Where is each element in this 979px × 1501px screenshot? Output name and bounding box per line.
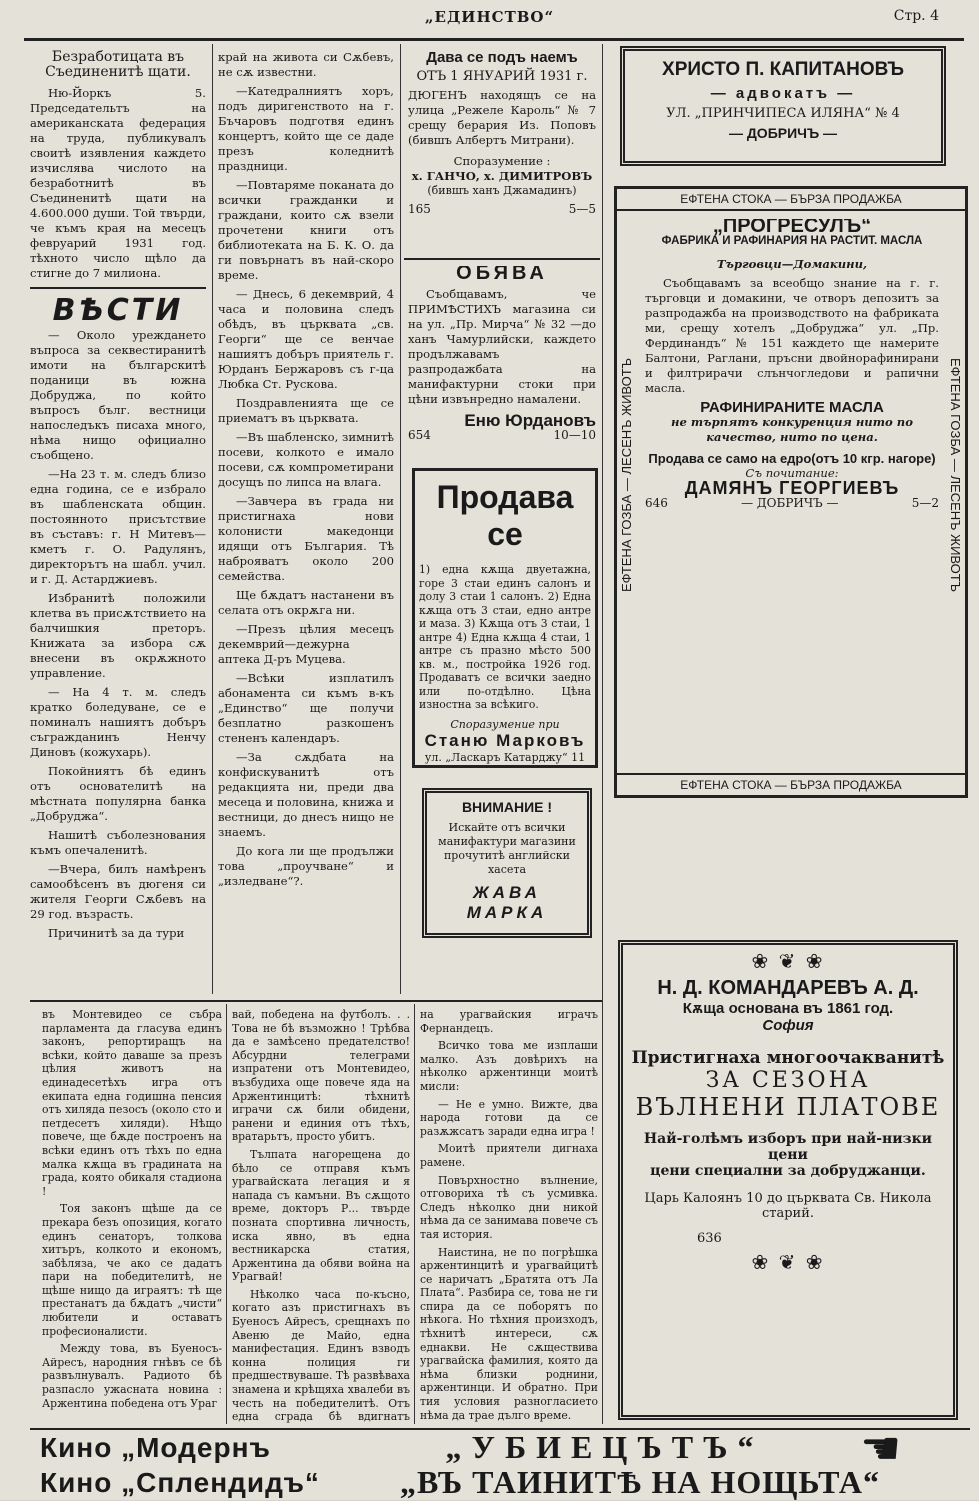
news-item: Покойниятъ бѣ единъ отъ основателитѣ на мѣстната популярна банка „Добруджа“.: [30, 764, 206, 823]
commanderev-line-3: ВЪЛНЕНИ ПЛАТОВЕ: [635, 1093, 941, 1121]
rent-ad-names: х. ГАНЧО, х. ДИМИТРОВЪ: [411, 169, 593, 183]
commanderev-name: Н. Д. КОМАНДАРЕВЪ А. Д.: [657, 977, 919, 999]
news-item: —На 23 т. м. следъ близо една година, се е избрало въ шабленската общин. постоянното присътствие въ съставъ: г. Н Митевъ—кметъ г. О. Радулянъ, директорътъ на шабл. учил. и г. Д. Астарджиевъ.: [30, 467, 206, 586]
header-rule: [24, 38, 964, 41]
article-paragraph: Между това, въ Буеносъ-Айресъ, народния гнѣвъ се бѣ развълнувалъ. Радиото бѣ разпасло ужасната новина : Аржентина победена отъ Ураг: [42, 1342, 222, 1410]
progresul-bottom-banner: ЕФТЕНА СТОКА — БЪРЗА ПРОДАЖБА: [617, 773, 965, 795]
article-paragraph: — Не е умно. Вижте, два народа готови да се разѫжсатъ заради една игра !: [420, 1097, 598, 1138]
article-paragraph: Нѣколко часа по-късно, когато азъ пристигнахъ въ Буеносъ Айресъ, срещнахъ по Авеню де Майо, една манифестация. Единъ взводъ конна полиция ги предшествуваше. Тѣ развѣваха знамена и крѣщяха хвалеби въ честь на победителитѣ. Отъ една сграда бѣ вдигнатъ: [232, 1287, 410, 1423]
news-item: Избранитѣ положили клетва въ присѫтствието на балчишкия преторъ. Книжата за изборa сѫ внесени въ окрѫжното управление.: [30, 591, 206, 680]
for-sale-text: 1) една кѫща двуетажна, горе 3 стаи единъ салонъ и долу 3 стаи 1 салонъ. 2) Една кѫща отъ 3 стаи, едно антре и маза. 3) Кѫща отъ 3 стаи, 1 антре 4) Една кѫща 4 стаи, 1 антре съ празно мѣсто 500 кв. м., постройка 1926 год. Продаватъ се всички заедно или по-отдѣлно. Цѣна изностна за всѣкиго.: [419, 563, 591, 711]
cinema-splendid-film: „ВЪ ТАИНИТѢ НА НОЩЬТА“: [400, 1464, 880, 1500]
commanderev-line-5: цени специални за добруджанци.: [650, 1163, 926, 1179]
progresul-side-left: ЕФТЕНА ГОЗБА — ЛЕСЕНЪ ЖИВОТЪ: [619, 358, 634, 592]
masthead-title: „ЕДИНСТВО“: [424, 8, 555, 26]
for-sale-addr: ул. „Ласкаръ Катарджу“ 11: [424, 750, 586, 764]
notice-signature: Еню Юрдановъ: [464, 411, 596, 430]
attention-ad: [422, 788, 592, 938]
news-item: —Въ шабленско, зимнитѣ посеви, колкото е имало посеви, сѫ компрометирани досущъ по липса на влага.: [218, 430, 394, 489]
news-item: Поздравленията ще се приематъ въ църквата.: [218, 396, 394, 425]
ad-number: 5—2: [911, 496, 939, 510]
article-paragraph: Всичко това ме изплаши малко. Азъ довѣрихъ на нѣколко аржентинци моитѣ мисли:: [420, 1039, 598, 1093]
news-item: —Вчера, билъ намѣренъ самообѣсенъ въ дюгеня си жителя Георги Сѫбевъ на 29 год. възрасть.: [30, 862, 206, 921]
progresul-big: РАФИНИРАНИТЕ МАСЛА: [700, 399, 884, 416]
for-sale-ad: [412, 468, 598, 768]
ad-number: 646: [645, 496, 668, 510]
section-rule: [30, 287, 206, 289]
news-item: Нашитѣ съболезнования къмъ опечаленитѣ.: [30, 828, 206, 857]
ad-number: 165: [408, 202, 431, 216]
news-item: — Около уреждането въпроса за секвестиранитѣ имоти на българскитѣ поданици въ южна Добруджа, по който въпросъ бълг. вестници напоследъкъ писаха много, нѣма нищо официално съобщено.: [30, 328, 206, 462]
for-sale-agree: Споразумение при: [450, 717, 560, 731]
cinema-modern-film: „ У Б И Е Ц Ъ Т Ъ “: [445, 1429, 755, 1465]
column-divider: [226, 1004, 227, 1424]
column-divider: [212, 44, 213, 994]
column-divider: [602, 44, 603, 1424]
column-divider: [414, 1004, 415, 1424]
news-column-2: [218, 50, 394, 995]
news-item: — Днесь, 6 декемврий, 4 часа и половина следъ обѣдъ, въ църквата „св. Георги“ ще се венчае нашиятъ добъръ приятель г. Юрданъ Бержаровъ съ г-ца Любка Ст. Рускова.: [218, 287, 394, 391]
article-paragraph: Моитѣ приятели дигнаха рамене.: [420, 1142, 598, 1169]
brand-line-1: ЖАВА: [473, 883, 541, 902]
column-divider: [400, 44, 401, 994]
cinema-banner: [40, 1420, 970, 1500]
article-paragraph: вай, победена на футболъ. . . Това не бѣ възможно ! Трѣбва да е замѣсено предателство! Абсурдни телеграми изпратени отъ Монтевидео, възбудиха още повече яда на Аржентинцитѣ: тѣхнитѣ играчи сѫ били обидени, ранени и единия отъ тѣхъ, вратарьтъ, просто убитъ.: [232, 1008, 410, 1144]
notice-ad: [408, 266, 596, 456]
lower-section-rule: [30, 1000, 602, 1002]
commanderev-since: Кѫща основана въ 1861 год.: [682, 1000, 894, 1017]
progresul-italic: не търпятъ конкуренция нито по качество, нито по цена.: [671, 415, 913, 444]
progresul-title: „ПРОГРЕСУЛЪ“: [712, 219, 872, 237]
article-paragraph: въ Монтевидео се събра парламента да гласува единъ законъ, репортиращъ на всѣки, който даваше за презъ цѣлия животъ на единадесетѣхъ игра отъ екипата една годишна пенсия отъ хиляда пезосъ (около сто и петдесетъ хиляди). Нѣщо повече, ще бѫде построенъ на всѣки единъ отъ тѣхъ по една малка кѫща въ градината на града, която обикаля стадиона !: [42, 1008, 222, 1198]
progresul-resp: Съ почитание:: [745, 466, 839, 480]
commanderev-line-4: Най-голѣмъ изборъ при най-низки цени: [643, 1131, 933, 1163]
lower-article-col-2: [232, 1008, 410, 1423]
progresul-sub: ФАБРИКА И РАФИНАРИЯ НА РАСТИТ. МАСЛА: [661, 235, 923, 247]
lower-article-col-1: [42, 1008, 222, 1423]
progresul-body: [645, 219, 939, 739]
progresul-sale: Продава се само на едро(отъ 10 кгр. нагоре): [648, 451, 936, 466]
progresul-text: Съобщавамъ за всеобщо знание на г. г. търговци и домакини, че отворъ депозитъ за разпродажба на производството на фабриката ми, срещу хотелъ „Добруджа“ ул. „Пр. Фердинандъ“ № 151 каждето ще намерите Балтони, Раглани, пръсни двойнорафинирани и филтрирачи слънчогледови и рапични масла.: [645, 276, 939, 395]
lawyer-ad: [620, 46, 946, 166]
lawyer-address: УЛ. „ПРИНЧИПЕСА ИЛЯНА“ № 4: [666, 106, 900, 121]
notice-title: ОБЯВА: [456, 266, 548, 284]
ad-number: 10—10: [553, 428, 596, 442]
news-item: —Презъ цѣлия месецъ декемврий—дежурна аптека Д-ръ Муцева.: [218, 622, 394, 666]
headline-unemployment: Безработицата въ Съединенитѣ щати.: [45, 50, 191, 80]
lawyer-role: — адвокатъ —: [710, 85, 856, 102]
rent-ad-former: (бившъ ханъ Джамадинъ): [427, 184, 577, 197]
for-sale-title: Продава се: [436, 479, 574, 552]
attention-title: ВНИМАНИЕ !: [461, 799, 553, 815]
for-sale-addr2: [419, 765, 591, 769]
news-item: Причинитѣ за да тури: [48, 926, 185, 940]
ad-number: 654: [408, 428, 431, 442]
article-paragraph: Тоя законъ щѣше да се прекара безъ опозиция, когато единъ сенаторъ, толкова хитъръ, колкото и економъ, забѣляза, че ако се дадатъ пари на победителитѣ, не щѣше нищо да играятъ: тѣ ще престанатъ да бѫдатъ „чисти“ любители и оставатъ професионалисти.: [42, 1202, 222, 1338]
cinema-splendid-name: Кино „Сплендидъ“: [40, 1466, 320, 1498]
news-item: —За сѫдбата на конфискуванитѣ отъ редакцията ни, преди два месеца и половина, книжа и вестници, до днесъ нищо не знаемъ.: [218, 750, 394, 839]
article-paragraph: Тълпата нагорещена до бѣло се отправя къмъ урагвайската легация и я напада съ камъни. Въ сѫщото време, докторъ Р... твърде позната спортивна личность, иска явно, въ една вестникарска статия, Аржентина да обяви война на Урагвай!: [232, 1147, 410, 1284]
commanderev-line-1: Пристигнаха многоочакванитѣ: [631, 1048, 945, 1068]
commanderev-city: София: [762, 1017, 814, 1034]
news-item: Щe бѫдатъ настанени въ селата отъ окрѫга ни.: [218, 588, 394, 617]
progresul-top-banner: ЕФТЕНА СТОКА — БЪРЗА ПРОДАЖБА: [617, 189, 965, 211]
ad-number: 5—5: [568, 202, 596, 216]
ad-rule: [404, 258, 600, 260]
rent-ad: [408, 50, 596, 245]
news-item: —Повтаряме поканата до всички гражданки и граждани, които сѫ взели прочетени книги отъ библиотеката на Б. К. О. да ги повърнатъ въ най-скоро време.: [218, 178, 394, 282]
progresul-owner: ДАМЯНЪ ГЕОРГИЕВЪ: [684, 478, 900, 498]
ornament: ❀ ❦ ❀: [751, 1250, 825, 1274]
lawyer-city: — ДОБРИЧЪ —: [728, 125, 838, 141]
news-item: —Всѣки изплатилъ абонамента си къмъ в-къ „Единство“ ще получи безплатно разкошенъ стененъ календаръ.: [218, 671, 394, 745]
lower-article-col-3: [420, 1008, 598, 1423]
news-item: —Катедралниятъ хоръ, подъ диригенството на г. Бъчаровъ подготвя единъ концертъ, който ще се даде презъ коледнитѣ праздници.: [218, 84, 394, 173]
news-item: До кога ли ще продължи това „проучване“ и „изледване“?.: [218, 844, 394, 888]
news-item: —Завчера въ града ни пристигнаха нови колонисти македонци идящи отъ България. Тѣ наброяватъ около 200 семейства.: [218, 494, 394, 583]
rent-ad-agree: Споразумение :: [453, 154, 551, 168]
brand-line-2: МАРКА: [466, 903, 548, 922]
page-number: Стр. 4: [893, 8, 939, 24]
lawyer-name: ХРИСТО П. КАПИТАНОВЪ: [662, 59, 904, 80]
progresul-greeting: Търговци—Домакини,: [716, 257, 868, 271]
ornament: ❀ ❦ ❀: [751, 949, 825, 973]
news-item: — На 4 т. м. следъ кратко боледуване, се е поминалъ нашиятъ добъръ съгражданинъ Ненчу Диновъ (кожухарь).: [30, 685, 206, 759]
article-paragraph: Ню-Йоркъ 5. Председательтъ на американската федерация на труда, публикувалъ своитѣ изявления каждето изчислява числото на безработнитѣ въ Съединенитѣ щати на 4.600.000 души. Той твърди, че къмъ края на месецъ февруарий 1931 год. тѣхното число щѣло да стигне до 7 милиона.: [30, 86, 206, 280]
notice-text: Съобщавамъ, че ПРИМѢСТИХЪ магазина си на ул. „Пр. Мирча“ № 32 —до ханъ Чамурлийски, каждето продължавамъ разпродажбата на манифактурни стоки при цѣни извънредно намалени.: [408, 287, 596, 406]
ad-number: 636: [697, 1231, 722, 1246]
progresul-ad: [614, 186, 968, 798]
news-item: край на живота си Сѫбевъ, не сѫ известни.: [218, 50, 394, 79]
rent-ad-title: Дава се подъ наемъ: [426, 50, 578, 66]
cinema-modern-name: Кино „Модернъ: [40, 1431, 271, 1463]
progresul-city: — ДОБРИЧЪ —: [741, 496, 839, 510]
section-title-news: ВѢСТИ: [52, 293, 184, 328]
commanderev-ad: [618, 940, 958, 1420]
news-column-1: [30, 50, 206, 995]
article-paragraph: Повърхностно вълнение, отговориха тѣ съ усмивка. Следъ нѣколко дни никой нѣма да се занимава повече съ тая история.: [420, 1173, 598, 1241]
commanderev-line-2: ЗА СЕЗОНА: [705, 1068, 871, 1093]
pointing-hand-icon: ☚: [860, 1420, 902, 1475]
for-sale-name: Станю Марковъ: [424, 730, 586, 750]
attention-text: Искайте отъ всички манифактури магазини прочутитѣ английски хасета: [438, 821, 576, 876]
rent-ad-text: ДЮГЕНЪ находящъ се на улица „Режеле Кароль“ № 7 срещу берария Из. Поповъ (бившъ Албертъ Митрани).: [408, 88, 596, 147]
article-paragraph: Наистина, не по погрѣшка аржентинцитѣ и урагвайцитѣ се наричатъ „Братята отъ Ла Плата“. Разбира се, това не ги спира да се поборятъ по нѣкога. Но тѣхния произходъ, тѣхнитѣ интереси, сѫ еднакви. Не сѫществива урагвайска фамилия, която да нѣма близки роднини, аржентинци. И обратно. При тия условия разногласието нѣма да трае дълго време.: [420, 1245, 598, 1422]
article-paragraph: на урагвайския играчъ Фернандецъ.: [420, 1008, 598, 1035]
progresul-side-right: ЕФТЕНА ГОЗБА — ЛЕСЕНЪ ЖИВОТЪ: [948, 358, 963, 592]
commanderev-address: Царь Калоянъ 10 до църквата Св. Никола старий.: [644, 1191, 932, 1221]
rent-ad-date: ОТЪ 1 ЯНУАРИЙ 1931 г.: [416, 69, 588, 84]
